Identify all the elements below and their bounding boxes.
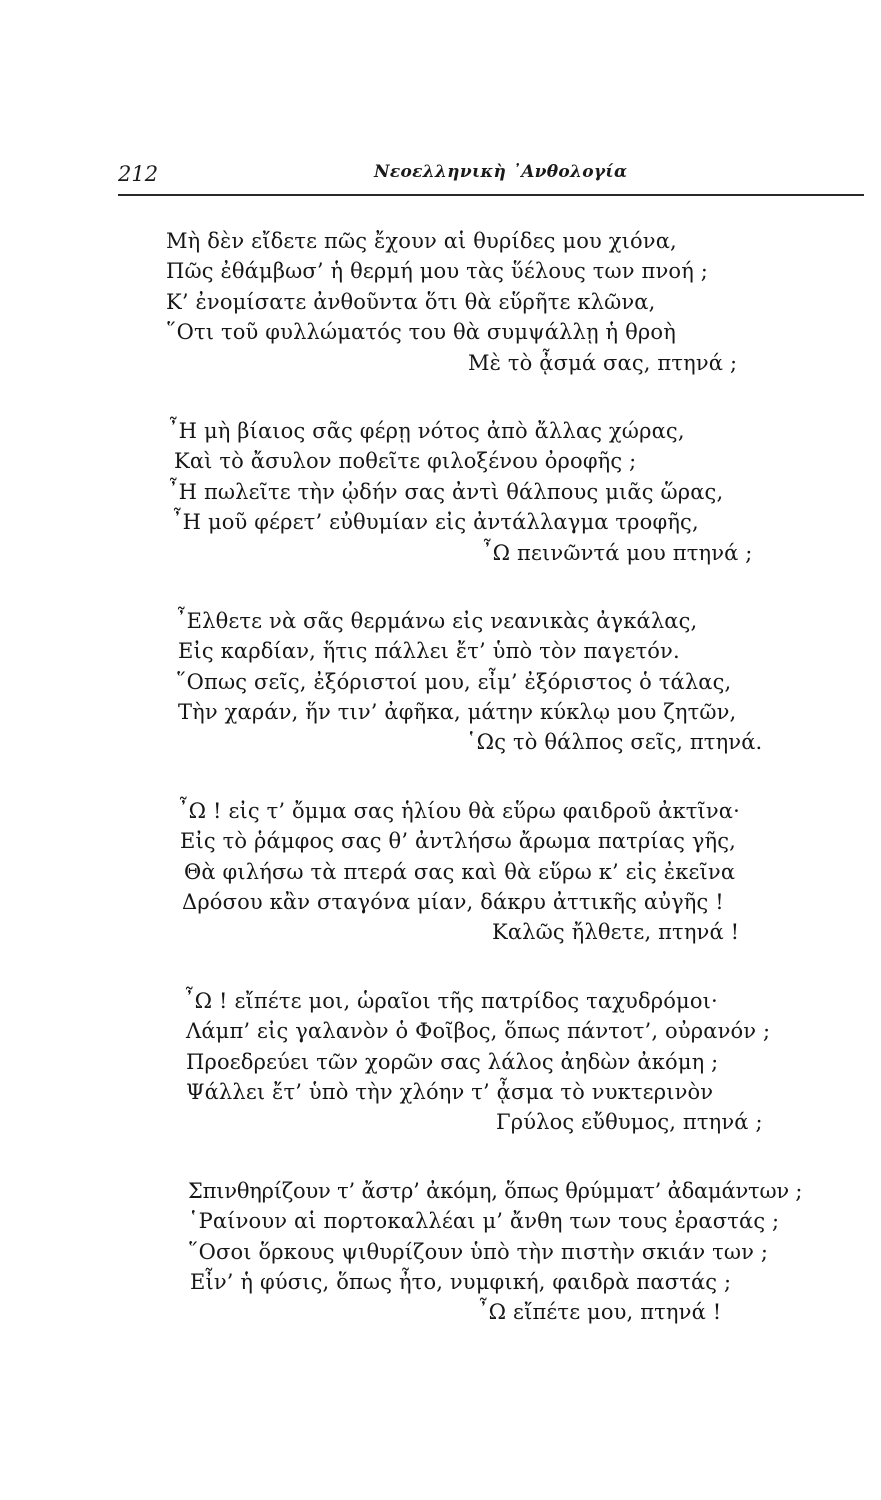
stanza-6 bbox=[0, 1176, 881, 1328]
verse-text: ῏Ω ! εἴπέτε μοι, ὡραῖοι τῆς πατρίδος ταχυδρόμοι· bbox=[184, 988, 718, 1013]
verse-refrain bbox=[0, 348, 881, 378]
verse-line bbox=[0, 226, 881, 256]
verse-text: ῏Η πωλεῖτε τὴν ᾠδήν σας ἀντὶ θάλπους μιᾶς ὥρας, bbox=[168, 479, 724, 504]
verse-text: Εἶν’ ἡ φύσις, ὅπως ἦτο, νυμφική, φαιδρὰ παστάς ; bbox=[190, 1269, 732, 1294]
verse-line bbox=[0, 1047, 881, 1077]
verse-line bbox=[0, 317, 881, 347]
verse-text: Τὴν χαράν, ἥν τιν’ ἀφῆκα, μάτην κύκλῳ μου ζητῶν, bbox=[178, 700, 737, 725]
verse-line bbox=[0, 1176, 881, 1206]
verse-text: ῏Η μοῦ φέρετ’ εὐθυμίαν εἰς ἀντάλλαγμα τροφῆς, bbox=[172, 510, 699, 535]
verse-line bbox=[0, 256, 881, 286]
verse-line bbox=[0, 287, 881, 317]
stanza-5 bbox=[0, 986, 881, 1138]
verse-line bbox=[0, 507, 881, 537]
verse-line bbox=[0, 1016, 881, 1046]
verse-line bbox=[0, 887, 881, 917]
verse-line bbox=[0, 477, 881, 507]
verse-refrain bbox=[0, 1297, 881, 1327]
verse-text: ῏Ω ! εἰς τ’ ὄμμα σας ἡλίου θὰ εὕρω φαιδροῦ ἀκτῖνα· bbox=[178, 798, 740, 823]
verse-line bbox=[0, 1267, 881, 1297]
verse-text: Σπινθηρίζουν τ’ ἄστρ’ ἀκόμη, ὅπως θρύμματ’ ἀδαμάντων ; bbox=[188, 1178, 803, 1203]
verse-refrain bbox=[0, 727, 881, 757]
refrain-text: Μὲ τὸ ᾆσμά σας, πτηνά ; bbox=[468, 350, 738, 375]
refrain-text: Καλῶς ἤλθετε, πτηνά ! bbox=[492, 920, 740, 945]
verse-text: ῏Η μὴ βίαιος σᾶς φέρῃ νότος ἀπὸ ἄλλας χώρας, bbox=[168, 418, 685, 443]
refrain-text: ῏Ω εἴπέτε μου, πτηνά ! bbox=[478, 1300, 722, 1325]
verse-refrain bbox=[0, 538, 881, 568]
verse-text: Μὴ δὲν εἴδετε πῶς ἔχουν αἱ θυρίδες μου χιόνα, bbox=[166, 229, 677, 253]
verse-line bbox=[0, 667, 881, 697]
verse-refrain bbox=[0, 917, 881, 947]
verse-text: Κ’ ἐνομίσατε ἀνθοῦντα ὅτι θὰ εὕρῆτε κλῶνα, bbox=[166, 289, 656, 314]
verse-line bbox=[0, 446, 881, 476]
refrain-text: ῾Ως τὸ θάλπος σεῖς, πτηνά. bbox=[466, 730, 763, 755]
refrain-text: ῏Ω πεινῶντά μου πτηνά ; bbox=[482, 540, 753, 565]
verse-line bbox=[0, 986, 881, 1016]
verse-text: Προεδρεύει τῶν χορῶν σας λάλος ἀηδὼν ἀκόμη ; bbox=[186, 1049, 719, 1074]
poem bbox=[0, 226, 881, 1328]
stanza-4 bbox=[0, 796, 881, 948]
verse-text: ῞Οσοι ὅρκους ψιθυρίζουν ὑπὸ τὴν πιστὴν σκιάν των ; bbox=[188, 1239, 769, 1264]
stanza-2 bbox=[0, 416, 881, 568]
verse-line bbox=[0, 636, 881, 666]
verse-text: ῞Οπως σεῖς, ἐξόριστοί μου, εἶμ’ ἐξόριστος ὁ τάλας, bbox=[176, 669, 732, 694]
verse-text: Λάμπ’ εἰς γαλανὸν ὁ Φοῖβος, ὅπως πάντοτ’, οὐρανόν ; bbox=[186, 1019, 771, 1044]
verse-text: Ψάλλει ἔτ’ ὑπὸ τὴν χλόην τ’ ᾆσμα τὸ νυκτερινὸν bbox=[186, 1079, 714, 1104]
verse-text: ῞Οτι τοῦ φυλλώματός του θὰ συμψάλλῃ ἡ θροὴ bbox=[166, 320, 676, 345]
verse-text: Καὶ τὸ ἄσυλον ποθεῖτε φιλοξένου ὀροφῆς ; bbox=[174, 449, 637, 474]
verse-text: Εἰς καρδίαν, ἥτις πάλλει ἔτ’ ὑπὸ τὸν παγετόν. bbox=[178, 639, 680, 664]
verse-text: ῾Ραίνουν αἱ πορτοκαλλέαι μ’ ἄνθη των τους ἐραστάς ; bbox=[188, 1209, 780, 1234]
page-header bbox=[118, 158, 866, 198]
verse-text: ῏Ελθετε νὰ σᾶς θερμάνω εἰς νεανικὰς ἀγκάλας, bbox=[176, 608, 698, 633]
verse-text: Δρόσου κἂν σταγόνα μίαν, δάκρυ ἀττικῆς αὐγῆς ! bbox=[182, 890, 724, 915]
verse-line bbox=[0, 857, 881, 887]
stanza-3 bbox=[0, 606, 881, 758]
verse-line bbox=[0, 1077, 881, 1107]
verse-refrain bbox=[0, 1107, 881, 1137]
verse-text: Θὰ φιλήσω τὰ πτερά σας καὶ θὰ εὕρω κ’ εἰς ἐκεῖνα bbox=[184, 859, 736, 884]
verse-line bbox=[0, 1206, 881, 1236]
verse-line bbox=[0, 796, 881, 826]
running-title: Νεοελληνικὴ ᾿Ανθολογία bbox=[374, 162, 628, 182]
verse-line bbox=[0, 697, 881, 727]
header-rule bbox=[118, 194, 864, 196]
verse-line bbox=[0, 416, 881, 446]
verse-text: Πῶς ἐθάμβωσ’ ἡ θερμή μου τὰς ὕέλους των πνοή ; bbox=[166, 259, 708, 284]
stanza-1 bbox=[0, 226, 881, 378]
verse-text: Εἰς τὸ ῥάμφος σας θ’ ἀντλήσω ἄρωμα πατρίας γῆς, bbox=[180, 829, 737, 854]
refrain-text: Γρύλος εὔθυμος, πτηνά ; bbox=[496, 1110, 763, 1135]
verse-line bbox=[0, 826, 881, 856]
page-number: 212 bbox=[118, 162, 159, 186]
verse-line bbox=[0, 1237, 881, 1267]
verse-line bbox=[0, 606, 881, 636]
